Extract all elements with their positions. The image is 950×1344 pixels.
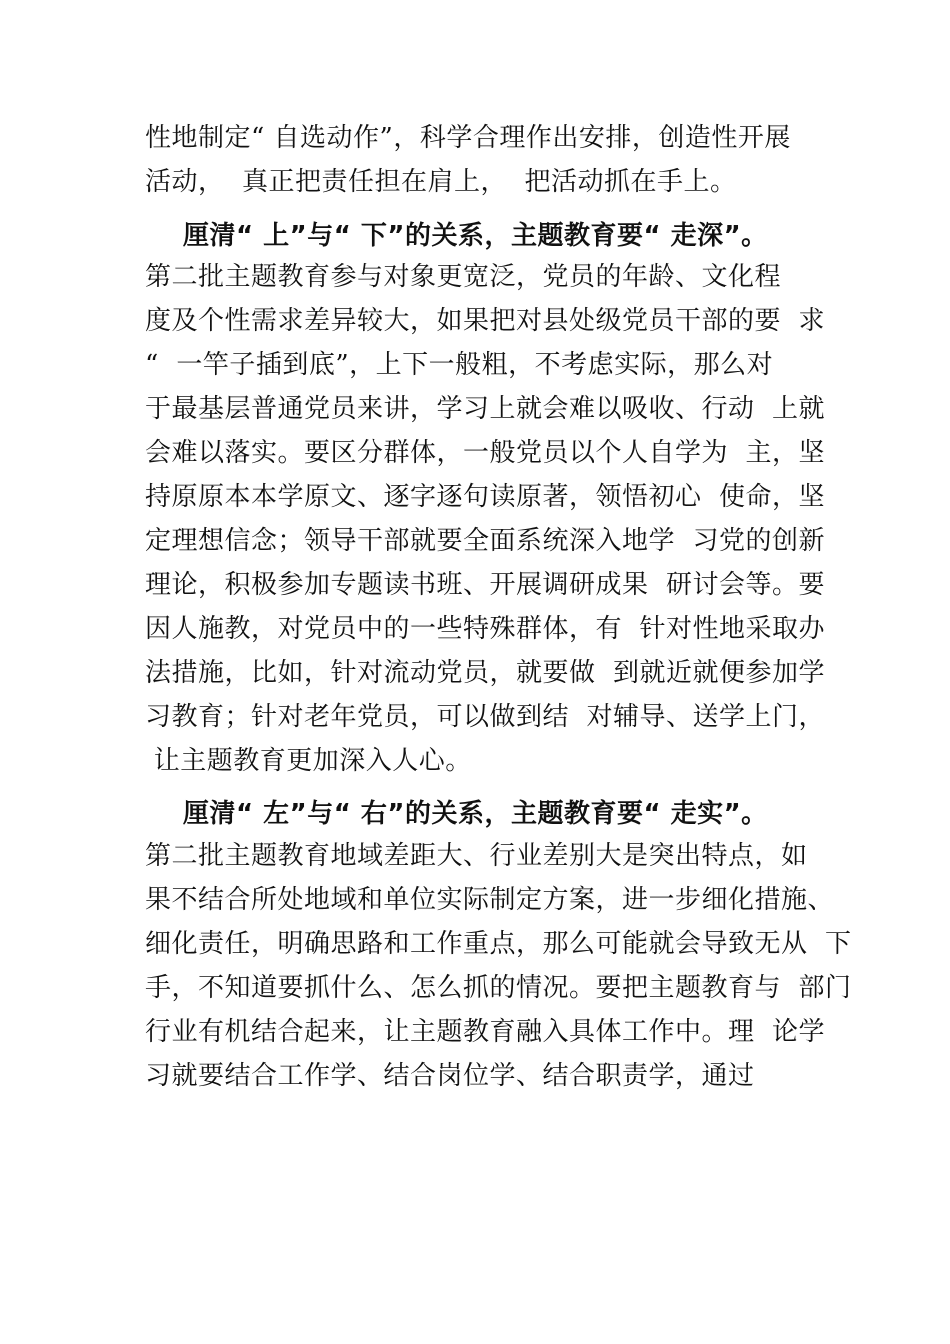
text-line: 持原原本本学原文、逐字逐句读原著，领悟初心 使命，坚 (145, 482, 826, 512)
text-line: 度及个性需求差异较大，如果把对县处级党员干部的要 求 (145, 306, 826, 336)
text-line: 行业有机结合起来，让主题教育融入具体工作中。理 论学 (145, 1017, 826, 1047)
text-line: 习就要结合工作学、结合岗位学、结合职责学，通过 (145, 1061, 755, 1091)
text-line: 理论，积极参加专题读书班、开展调研成果 研讨会等。要 (145, 570, 826, 600)
text-line: 习教育；针对老年党员，可以做到结 对辅导、送学上门， (145, 702, 826, 732)
text-line: 第二批主题教育参与对象更宽泛，党员的年龄、文化程 (145, 262, 782, 292)
text-line: 会难以落实。要区分群体，一般党员以个人自学为 主，坚 (145, 438, 826, 468)
text-line: 因人施教，对党员中的一些特殊群体，有 针对性地采取办 (145, 614, 826, 644)
text-line: 性地制定“ 自选动作”，科学合理作出安排，创造性开展 (145, 123, 791, 153)
text-line: 于最基层普通党员来讲，学习上就会难以吸收、行动 上就 (145, 394, 826, 424)
text-line: 手，不知道要抓什么、怎么抓的情况。要把主题教育与 部门 (145, 973, 852, 1003)
text-line: 细化责任，明确思路和工作重点，那么可能就会导致无从 下 (145, 929, 852, 959)
section-heading: 厘清“ 上”与“ 下”的关系，主题教育要“ 走深”。 (183, 221, 768, 251)
text-line: 第二批主题教育地域差距大、行业差别大是突出特点，如 (145, 841, 808, 871)
section-heading: 厘清“ 左”与“ 右”的关系，主题教育要“ 走实”。 (183, 799, 768, 829)
text-line: 活动， 真正把责任担在肩上， 把活动抓在手上。 (145, 167, 737, 197)
text-line: 法措施，比如，针对流动党员，就要做 到就近就便参加学 (145, 658, 826, 688)
text-line: “ 一竿子插到底”，上下一般粗，不考虑实际，那么对 (145, 350, 774, 380)
text-line: 果不结合所处地域和单位实际制定方案，进一步细化措施、 (145, 885, 835, 915)
text-line: 让主题教育更加深入人心。 (145, 746, 472, 776)
text-line: 定理想信念；领导干部就要全面系统深入地学 习党的创新 (145, 526, 826, 556)
